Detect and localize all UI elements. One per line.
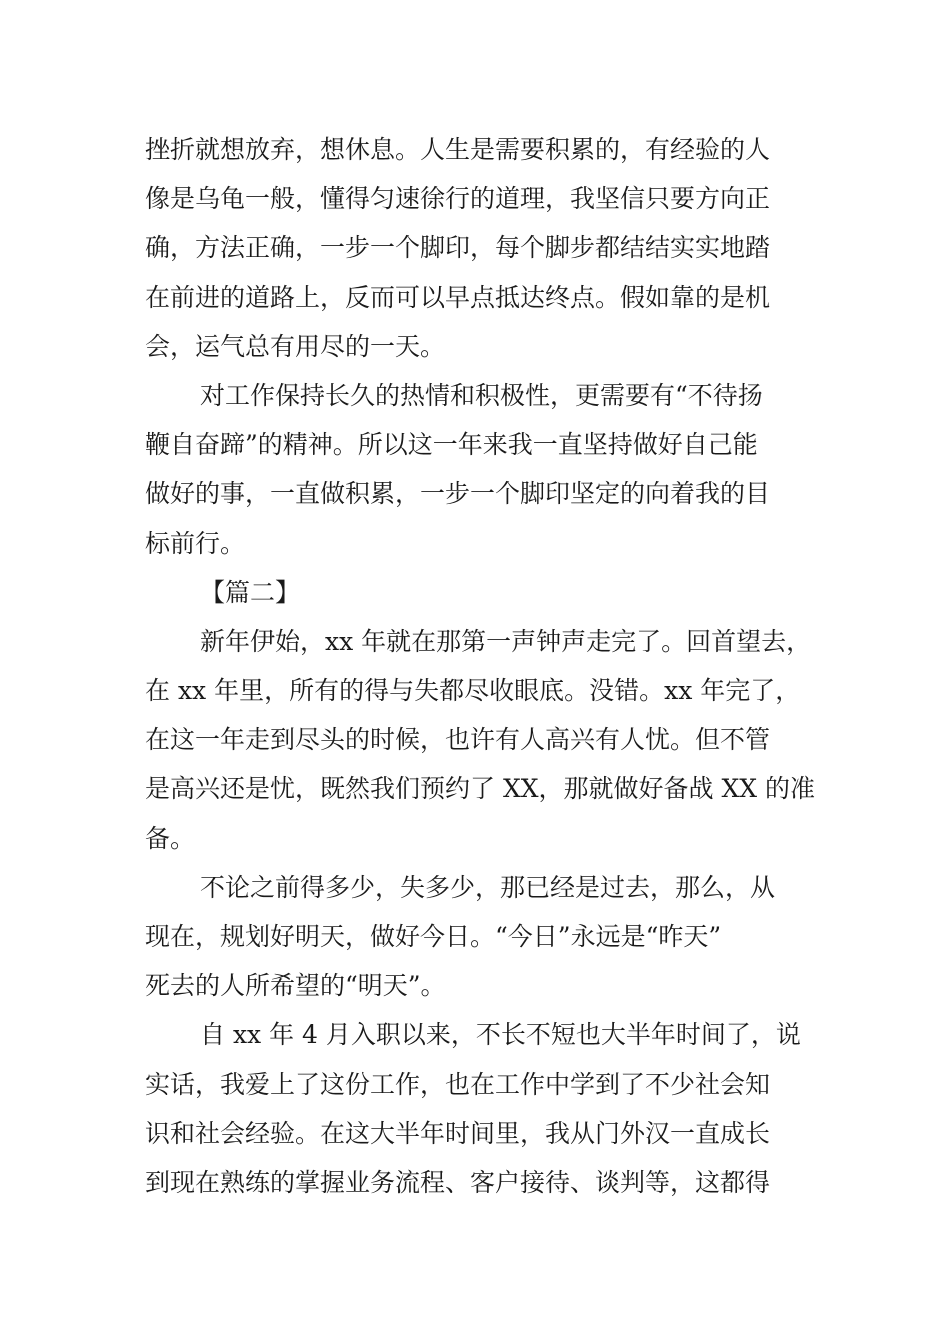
paragraph: [145, 1010, 815, 1207]
paragraph: [145, 617, 815, 863]
text-line: 不论之前得多少，失多少，那已经是过去，那么，从: [200, 872, 776, 902]
text-line: 在前进的道路上，反而可以早点抵达终点。假如靠的是机: [145, 282, 771, 312]
paragraph: [145, 863, 815, 1011]
text-line: 是高兴还是忧，既然我们预约了 XX，那就做好备战 XX 的准: [145, 774, 816, 804]
text-line: 会，运气总有用尽的一天。: [145, 331, 446, 361]
document-body: [145, 125, 815, 1207]
text-line: 确，方法正确，一步一个脚印，每个脚步都结结实实地踏: [145, 233, 771, 263]
text-line: 自 xx 年 4 月入职以来，不长不短也大半年时间了，说: [200, 1020, 801, 1050]
paragraph: [145, 371, 815, 568]
text-line: 新年伊始，xx 年就在那第一声钟声走完了。回首望去，: [200, 626, 812, 656]
paragraph: [145, 568, 815, 617]
text-line: 识和社会经验。在这大半年时间里，我从门外汉一直成长: [145, 1118, 771, 1148]
text-line: 在这一年走到尽头的时候，也许有人高兴有人忧。但不管: [145, 725, 771, 755]
text-line: 现在，规划好明天，做好今日。“今日”永远是“昨天”: [145, 922, 722, 951]
text-line: 备。: [145, 823, 196, 853]
text-line: 在 xx 年里，所有的得与失都尽收眼底。没错。xx 年完了，: [145, 676, 801, 706]
text-line: 到现在熟练的掌握业务流程、客户接待、谈判等，这都得: [145, 1167, 771, 1197]
text-line: 【篇二】: [200, 577, 301, 607]
text-line: 标前行。: [145, 528, 246, 558]
text-line: 鞭自奋蹄”的精神。所以这一年来我一直坚持做好自己能: [145, 430, 758, 460]
text-line: 像是乌龟一般，懂得匀速徐行的道理，我坚信只要方向正: [145, 184, 771, 214]
paragraph: [145, 125, 815, 371]
text-line: 实话，我爱上了这份工作，也在工作中学到了不少社会知: [145, 1069, 771, 1099]
text-line: 死去的人所希望的“明天”。: [145, 971, 446, 1001]
text-line: 对工作保持长久的热情和积极性，更需要有“不待扬: [200, 380, 763, 410]
text-line: 做好的事，一直做积累，一步一个脚印坚定的向着我的目: [145, 479, 771, 509]
text-line: 挫折就想放弃，想休息。人生是需要积累的，有经验的人: [145, 135, 771, 164]
